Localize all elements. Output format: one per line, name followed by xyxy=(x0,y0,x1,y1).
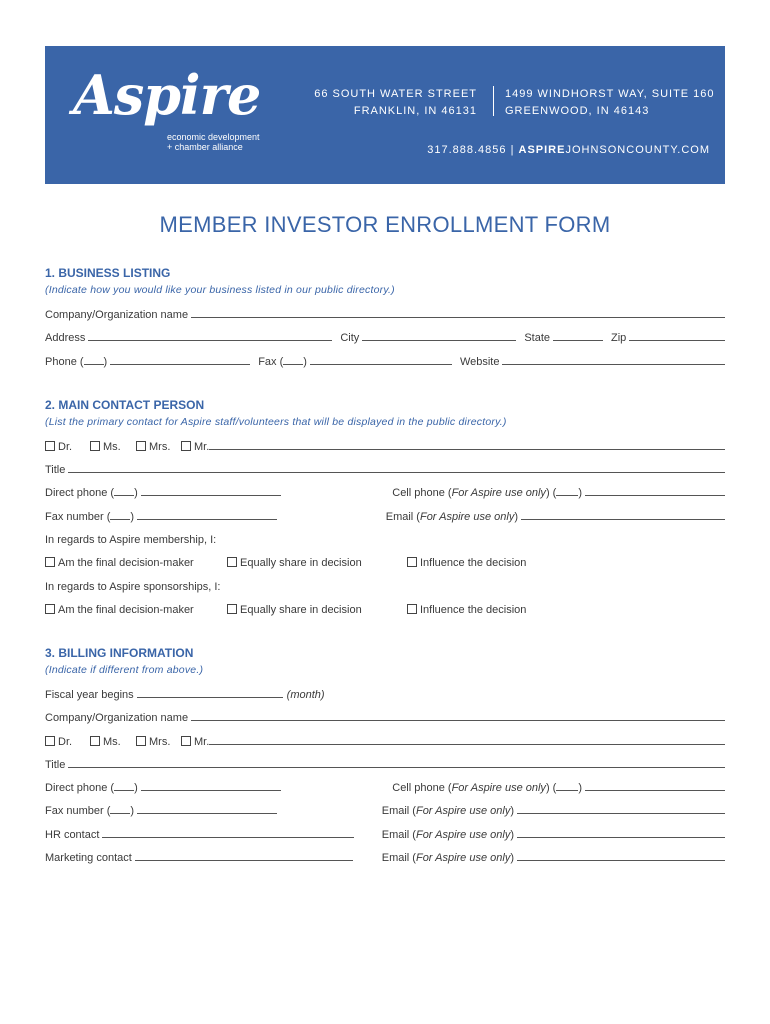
s2-direct-area[interactable] xyxy=(114,495,134,496)
s3-marketing-row xyxy=(45,848,725,864)
form-title: MEMBER INVESTOR ENROLLMENT FORM xyxy=(159,212,611,237)
checkbox-icon[interactable] xyxy=(90,736,100,746)
s3-marketing-email-field[interactable] xyxy=(517,860,725,861)
website-rest: JOHNSONCOUNTY.COM xyxy=(565,144,710,156)
s1-company-row xyxy=(45,305,725,321)
s2-membership-question: In regards to Aspire membership, I: xyxy=(45,534,217,546)
s3-fax-row: Fax number ( ) Email (For Aspire use only) xyxy=(45,801,725,817)
s1-city-field[interactable] xyxy=(362,340,516,341)
s2-sponsor-final-option[interactable]: Am the final decision-maker xyxy=(45,604,227,616)
s2-fax-area[interactable] xyxy=(110,519,130,520)
s2-sponsorship-options xyxy=(45,600,725,616)
s3-fiscal-label: Fiscal year begins xyxy=(45,689,134,701)
s3-direct-area[interactable] xyxy=(114,790,134,791)
s2-fax-row: Fax number ( ) Email (For Aspire use only) xyxy=(45,507,725,523)
checkbox-icon[interactable] xyxy=(45,557,55,567)
s3-fiscal-row xyxy=(45,685,725,701)
checkbox-icon[interactable] xyxy=(181,441,191,451)
s3-name-field[interactable] xyxy=(209,744,725,745)
s2-cell-field[interactable] xyxy=(585,495,725,496)
checkbox-icon[interactable] xyxy=(407,604,417,614)
s3-fax-email-field[interactable] xyxy=(517,813,725,814)
s1-city-label: City xyxy=(340,332,360,344)
s3-fax-label: Fax number ( xyxy=(45,805,111,817)
logo-tagline xyxy=(167,132,260,152)
s2-sponsor-influence-option[interactable]: Influence the decision xyxy=(407,604,526,616)
s3-title-row xyxy=(45,755,725,771)
s2-title-label: Title xyxy=(45,464,66,476)
s3-mr-option[interactable]: Mr. xyxy=(181,736,209,748)
s2-mrs-option[interactable]: Mrs. xyxy=(136,441,181,453)
s2-direct-label: Direct phone ( xyxy=(45,487,115,499)
checkbox-icon[interactable] xyxy=(45,441,55,451)
franklin-street: 66 SOUTH WATER STREET xyxy=(314,88,477,100)
s1-fax-field[interactable] xyxy=(310,364,452,365)
s3-company-row xyxy=(45,708,725,724)
s3-cell-field[interactable] xyxy=(585,790,725,791)
checkbox-icon[interactable] xyxy=(407,557,417,567)
checkbox-icon[interactable] xyxy=(181,736,191,746)
s3-cell-label: Cell phone (For Aspire use only) ( xyxy=(392,782,557,794)
s3-marketing-field[interactable] xyxy=(135,860,353,861)
s2-sponsor-share-option[interactable]: Equally share in decision xyxy=(227,604,407,616)
s2-title-row xyxy=(45,460,725,476)
address-divider xyxy=(493,86,494,116)
s3-salutation-row xyxy=(45,732,725,748)
s1-company-label: Company/Organization name xyxy=(45,309,189,321)
s2-fax-field[interactable] xyxy=(137,519,277,520)
s3-fax-email-label: Email (For Aspire use only) xyxy=(381,805,514,817)
s3-marketing-label: Marketing contact xyxy=(45,852,132,864)
s2-title-field[interactable] xyxy=(68,472,725,473)
s3-hr-field[interactable] xyxy=(102,837,354,838)
s3-cell-area[interactable] xyxy=(556,790,578,791)
s2-email-label: Email (For Aspire use only) xyxy=(385,511,518,523)
s3-ms-option[interactable]: Ms. xyxy=(90,736,136,748)
checkbox-icon[interactable] xyxy=(90,441,100,451)
s3-dr-option[interactable]: Dr. xyxy=(45,736,90,748)
s2-direct-field[interactable] xyxy=(141,495,281,496)
aspire-logo: Aspire xyxy=(73,63,261,127)
s3-mrs-option[interactable]: Mrs. xyxy=(136,736,181,748)
s1-website-field[interactable] xyxy=(502,364,725,365)
section2-subtitle: (List the primary contact for Aspire staff/volunteers that will be displayed in the public directory.) xyxy=(45,416,507,428)
franklin-city: FRANKLIN, IN 46131 xyxy=(353,105,477,117)
section2-title: 2. MAIN CONTACT PERSON xyxy=(45,398,205,412)
s3-marketing-email-label: Email (For Aspire use only) xyxy=(381,852,514,864)
logo-tagline-line1: economic development xyxy=(167,132,260,142)
section3-subtitle: (Indicate if different from above.) xyxy=(45,664,204,676)
s2-cell-area[interactable] xyxy=(556,495,578,496)
greenwood-city: GREENWOOD, IN 46143 xyxy=(505,105,650,117)
s3-phone-row: Direct phone ( ) Cell phone (For Aspire use only) ( ) xyxy=(45,778,725,794)
s3-title-field[interactable] xyxy=(68,767,725,768)
s2-email-field[interactable] xyxy=(521,519,725,520)
s1-address-label: Address xyxy=(45,332,86,344)
s1-phone-label: Phone ( xyxy=(45,356,84,368)
s3-fax-area[interactable] xyxy=(110,813,130,814)
s1-state-label: State xyxy=(524,332,550,344)
checkbox-icon[interactable] xyxy=(45,736,55,746)
s3-hr-email-label: Email (For Aspire use only) xyxy=(381,829,514,841)
s2-cell-label: Cell phone (For Aspire use only) ( xyxy=(392,487,557,499)
checkbox-icon[interactable] xyxy=(136,441,146,451)
s2-member-final-option[interactable]: Am the final decision-maker xyxy=(45,557,227,569)
s2-mr-option[interactable]: Mr. xyxy=(181,441,209,453)
s3-company-label: Company/Organization name xyxy=(45,712,189,724)
s2-salutation-row xyxy=(45,437,725,453)
s2-name-field[interactable] xyxy=(209,449,725,450)
checkbox-icon[interactable] xyxy=(227,557,237,567)
section1-title: 1. BUSINESS LISTING xyxy=(45,266,171,280)
s2-fax-label: Fax number ( xyxy=(45,511,111,523)
s2-phone-row: Direct phone ( ) Cell phone (For Aspire use only) ( ) xyxy=(45,483,725,499)
franklin-address xyxy=(314,86,477,120)
s3-fax-field[interactable] xyxy=(137,813,277,814)
s3-fiscal-field[interactable] xyxy=(137,697,283,698)
s2-dr-option[interactable]: Dr. xyxy=(45,441,90,453)
s3-company-field[interactable] xyxy=(191,720,725,721)
s2-member-influence-option[interactable]: Influence the decision xyxy=(407,557,526,569)
contact-phone: 317.888.4856 | xyxy=(427,144,519,156)
s3-month-label: (month) xyxy=(286,689,325,701)
s1-address-field[interactable] xyxy=(88,340,332,341)
contact-line xyxy=(427,144,710,156)
logo-tagline-line2: + chamber alliance xyxy=(167,142,243,152)
checkbox-icon[interactable] xyxy=(136,736,146,746)
s1-phone-area[interactable] xyxy=(84,364,104,365)
s2-ms-option[interactable]: Ms. xyxy=(90,441,136,453)
greenwood-street: 1499 WINDHORST WAY, SUITE 160 xyxy=(505,88,715,100)
s3-hr-label: HR contact xyxy=(45,829,100,841)
s1-zip-field[interactable] xyxy=(629,340,725,341)
s1-address-row xyxy=(45,328,725,344)
s2-sponsorship-question: In regards to Aspire sponsorships, I: xyxy=(45,581,221,593)
s1-state-field[interactable] xyxy=(553,340,603,341)
checkbox-icon[interactable] xyxy=(45,604,55,614)
s1-website-label: Website xyxy=(459,356,500,368)
website-bold: ASPIRE xyxy=(518,144,566,156)
greenwood-address xyxy=(505,86,715,120)
s1-company-field[interactable] xyxy=(191,317,725,318)
s3-hr-email-field[interactable] xyxy=(517,837,725,838)
s3-direct-label: Direct phone ( xyxy=(45,782,115,794)
s2-membership-options xyxy=(45,553,725,569)
section1-subtitle: (Indicate how you would like your business listed in our public directory.) xyxy=(45,284,395,296)
s3-title-label: Title xyxy=(45,759,66,771)
section3-title: 3. BILLING INFORMATION xyxy=(45,646,194,660)
s1-zip-label: Zip xyxy=(611,332,627,344)
checkbox-icon[interactable] xyxy=(227,604,237,614)
s2-member-share-option[interactable]: Equally share in decision xyxy=(227,557,407,569)
s3-hr-row xyxy=(45,825,725,841)
header-banner xyxy=(45,46,725,184)
s1-fax-area[interactable] xyxy=(283,364,303,365)
s1-fax-label: Fax ( xyxy=(258,356,284,368)
s1-phone-row: Phone ( ) Fax ( ) Website xyxy=(45,352,725,368)
s1-phone-field[interactable] xyxy=(110,364,250,365)
s3-direct-field[interactable] xyxy=(141,790,281,791)
